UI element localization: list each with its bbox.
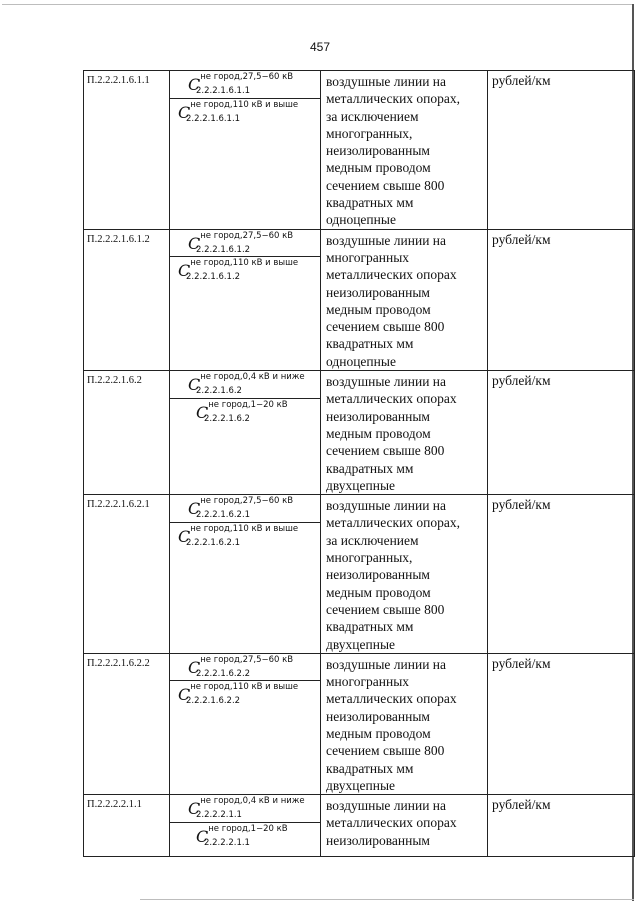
description-line: многогранных <box>326 249 410 265</box>
formula-item <box>170 99 320 126</box>
description-line: за исключением <box>326 532 419 548</box>
description-line: квадратных мм <box>326 336 414 352</box>
description-line: воздушные линии на <box>326 374 447 390</box>
formula-expression: Cне город,110 кВ и выше 2.2.2.1.6.1.2 <box>178 258 299 283</box>
description-line: одноцепные <box>326 353 396 369</box>
description-line: квадратных мм <box>326 195 414 211</box>
description-line: неизолированным <box>326 567 430 583</box>
description-line: металлических опорах <box>326 391 457 407</box>
description-cell <box>321 229 488 370</box>
row-code: П.2.2.2.1.6.1.2 <box>84 229 170 370</box>
description-cell <box>321 371 488 495</box>
formula-expression: Cне город,110 кВ и выше 2.2.2.1.6.1.1 <box>178 99 299 124</box>
formula-item <box>170 257 320 284</box>
description-line: одноцепные <box>326 212 396 228</box>
row-code: П.2.2.2.1.6.2.1 <box>84 495 170 654</box>
formula-item <box>170 399 320 426</box>
formula-expression: Cне город,27,5−60 кВ 2.2.2.1.6.2.1 <box>188 496 294 521</box>
page-number: 457 <box>309 40 331 54</box>
formula-cell <box>170 795 321 857</box>
tariff-table <box>83 70 635 857</box>
formula-cell <box>170 653 321 794</box>
description-line: медным проводом <box>326 301 431 317</box>
description-line: неизолированным <box>326 832 430 848</box>
unit-cell: рублей/км <box>488 229 635 370</box>
description-line: неизолированным <box>326 143 430 159</box>
formula-expression: Cне город,110 кВ и выше 2.2.2.1.6.2.2 <box>178 682 299 707</box>
scan-frame-bottom <box>140 899 634 900</box>
description-line: медным проводом <box>326 425 431 441</box>
formula-expression: Cне город,0,4 кВ и ниже 2.2.2.1.6.2 <box>188 372 305 397</box>
description-line: квадратных мм <box>326 460 414 476</box>
description-line: медным проводом <box>326 725 431 741</box>
formula-cell <box>170 229 321 370</box>
formula-item <box>170 371 320 399</box>
description-line: металлических опорах, <box>326 515 461 531</box>
unit-cell: рублей/км <box>488 371 635 495</box>
table-row <box>84 795 635 857</box>
formula-item <box>170 230 320 258</box>
formula-cell <box>170 371 321 495</box>
description-line: воздушные линии на <box>326 798 447 814</box>
table-row <box>84 371 635 495</box>
description-cell <box>321 495 488 654</box>
formula-expression: Cне город,0,4 кВ и ниже 2.2.2.2.1.1 <box>188 796 305 821</box>
description-line: металлических опорах <box>326 691 457 707</box>
description-line: металлических опорах, <box>326 91 461 107</box>
description-line: неизолированным <box>326 408 430 424</box>
row-code: П.2.2.2.1.6.1.1 <box>84 71 170 230</box>
formula-item <box>170 823 320 850</box>
description-line: сечением свыше 800 <box>326 319 445 335</box>
table-row <box>84 71 635 230</box>
formula-cell <box>170 495 321 654</box>
description-cell <box>321 653 488 794</box>
scan-frame-top <box>2 4 634 5</box>
unit-cell: рублей/км <box>488 71 635 230</box>
formula-expression: Cне город,1−20 кВ 2.2.2.1.6.2 <box>196 399 288 424</box>
formula-expression: Cне город,110 кВ и выше 2.2.2.1.6.2.1 <box>178 523 299 548</box>
description-cell <box>321 795 488 857</box>
formula-item <box>170 523 320 550</box>
formula-cell <box>170 71 321 230</box>
unit-cell: рублей/км <box>488 795 635 857</box>
unit-cell: рублей/км <box>488 495 635 654</box>
description-line: сечением свыше 800 <box>326 443 445 459</box>
description-line: неизолированным <box>326 284 430 300</box>
formula-expression: Cне город,1−20 кВ 2.2.2.2.1.1 <box>196 823 288 848</box>
description-line: многогранных, <box>326 125 413 141</box>
row-code: П.2.2.2.2.1.1 <box>84 795 170 857</box>
description-line: квадратных мм <box>326 619 414 635</box>
description-line: металлических опорах <box>326 815 457 831</box>
description-cell <box>321 71 488 230</box>
table-row <box>84 229 635 370</box>
formula-item <box>170 681 320 708</box>
description-line: двухцепные <box>326 777 396 793</box>
formula-expression: Cне город,27,5−60 кВ 2.2.2.1.6.2.2 <box>188 654 294 679</box>
description-line: двухцепные <box>326 636 396 652</box>
table-row <box>84 495 635 654</box>
description-line: многогранных <box>326 674 410 690</box>
description-line: неизолированным <box>326 708 430 724</box>
description-line: за исключением <box>326 108 419 124</box>
description-line: многогранных, <box>326 550 413 566</box>
description-line: воздушные линии на <box>326 74 447 89</box>
description-line: медным проводом <box>326 584 431 600</box>
formula-item <box>170 71 320 99</box>
description-line: воздушные линии на <box>326 498 447 514</box>
formula-item <box>170 654 320 682</box>
formula-expression: Cне город,27,5−60 кВ 2.2.2.1.6.1.1 <box>188 72 294 96</box>
formula-expression: Cне город,27,5−60 кВ 2.2.2.1.6.1.2 <box>188 230 294 255</box>
description-line: сечением свыше 800 <box>326 743 445 759</box>
description-line: сечением свыше 800 <box>326 177 445 193</box>
description-line: двухцепные <box>326 477 396 493</box>
description-line: медным проводом <box>326 160 431 176</box>
description-line: металлических опорах <box>326 267 457 283</box>
description-line: квадратных мм <box>326 760 414 776</box>
description-line: воздушные линии на <box>326 232 447 248</box>
description-line: сечением свыше 800 <box>326 601 445 617</box>
row-code: П.2.2.2.1.6.2 <box>84 371 170 495</box>
unit-cell: рублей/км <box>488 653 635 794</box>
row-code: П.2.2.2.1.6.2.2 <box>84 653 170 794</box>
description-line: воздушные линии на <box>326 656 447 672</box>
formula-item <box>170 495 320 523</box>
table-row <box>84 653 635 794</box>
formula-item <box>170 795 320 823</box>
